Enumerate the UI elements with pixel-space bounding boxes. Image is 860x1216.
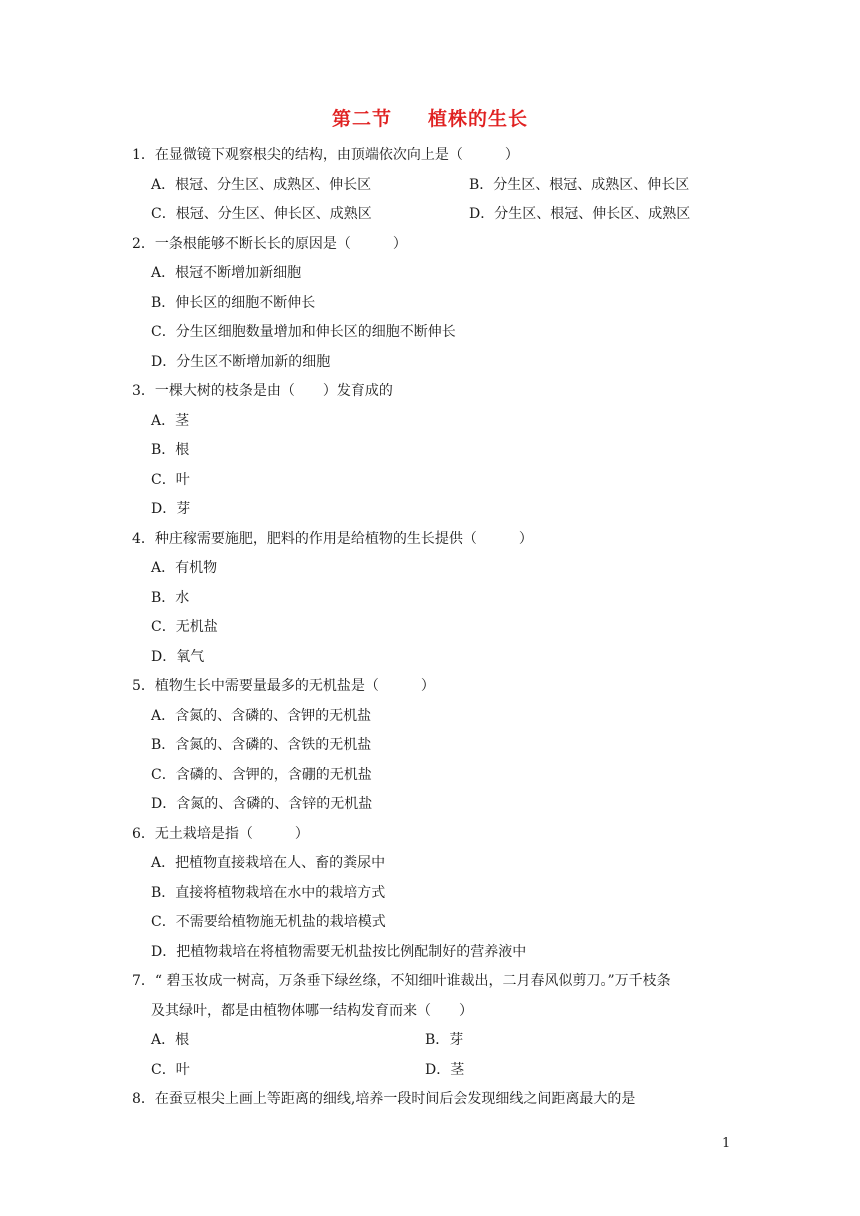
option-d: D．茎 bbox=[425, 1061, 465, 1078]
option-a: A．根冠不断增加新细胞 bbox=[151, 265, 302, 281]
option-c: C．不需要给植物施无机盐的栽培模式 bbox=[151, 914, 386, 930]
option-a: A．有机物 bbox=[151, 560, 218, 576]
question-8 bbox=[132, 1085, 732, 1115]
page-title bbox=[0, 104, 860, 131]
question-3 bbox=[132, 377, 732, 525]
option-b: B．根 bbox=[151, 442, 190, 458]
option-row bbox=[132, 171, 732, 201]
question-stem: 8．在蚕豆根尖上画上等距离的细线,培养一段时间后会发现细线之间距离最大的是 bbox=[132, 1091, 636, 1107]
option-c: C．根冠、分生区、伸长区、成熟区 bbox=[151, 206, 372, 222]
question-stem: 4．种庄稼需要施肥，肥料的作用是给植物的生长提供（ ） bbox=[132, 530, 533, 547]
option-row bbox=[132, 1026, 732, 1056]
option-c: C．无机盐 bbox=[151, 619, 218, 635]
option-row bbox=[132, 1056, 732, 1086]
question-6 bbox=[132, 820, 732, 968]
question-stem-continued: 及其绿叶，都是由植物体哪一结构发育而来（ ） bbox=[151, 1002, 473, 1019]
option-b: B．含氮的、含磷的、含铁的无机盐 bbox=[151, 737, 372, 753]
question-stem: 7．“ 碧玉妆成一树高，万条垂下绿丝绦，不知细叶谁裁出，二月春风似剪刀。”万千枝条 bbox=[132, 973, 671, 989]
question-stem: 5．植物生长中需要量最多的无机盐是（ ） bbox=[132, 678, 435, 694]
question-5 bbox=[132, 672, 732, 820]
option-b: B．水 bbox=[151, 589, 190, 606]
option-d: D．分生区不断增加新的细胞 bbox=[151, 353, 331, 370]
option-a: A．含氮的、含磷的、含钾的无机盐 bbox=[151, 707, 372, 724]
question-stem: 6．无土栽培是指（ ） bbox=[132, 825, 309, 842]
option-row bbox=[132, 200, 732, 230]
question-2 bbox=[132, 230, 732, 378]
question-stem: 1．在显微镜下观察根尖的结构，由顶端依次向上是（ ） bbox=[132, 147, 519, 163]
option-b: B．芽 bbox=[425, 1032, 464, 1048]
question-stem: 3．一棵大树的枝条是由（ ）发育成的 bbox=[132, 383, 393, 399]
page-number: 1 bbox=[722, 1136, 731, 1151]
option-c: C．分生区细胞数量增加和伸长区的细胞不断伸长 bbox=[151, 324, 456, 340]
question-1 bbox=[132, 141, 732, 230]
question-list bbox=[132, 141, 732, 1115]
option-b: B．分生区、根冠、成熟区、伸长区 bbox=[469, 176, 690, 193]
option-d: D．把植物栽培在将植物需要无机盐按比例配制好的营养液中 bbox=[151, 943, 527, 960]
option-b: B．伸长区的细胞不断伸长 bbox=[151, 294, 316, 311]
question-7 bbox=[132, 967, 732, 1085]
option-d: D．氧气 bbox=[151, 648, 205, 665]
option-a: A．把植物直接栽培在人、畜的粪尿中 bbox=[151, 855, 386, 871]
question-4 bbox=[132, 525, 732, 673]
option-d: D．含氮的、含磷的、含锌的无机盐 bbox=[151, 796, 373, 812]
section-label: 第二节 bbox=[331, 108, 392, 130]
option-d: D．分生区、根冠、伸长区、成熟区 bbox=[469, 206, 691, 222]
option-c: C．叶 bbox=[151, 471, 190, 488]
question-stem: 2．一条根能够不断长长的原因是（ ） bbox=[132, 235, 407, 252]
option-a: A．根 bbox=[151, 1032, 190, 1048]
option-c: C．含磷的、含钾的，含硼的无机盐 bbox=[151, 766, 372, 783]
option-d: D．芽 bbox=[151, 501, 191, 517]
option-b: B．直接将植物栽培在水中的栽培方式 bbox=[151, 884, 386, 901]
option-a: A．根冠、分生区、成熟区、伸长区 bbox=[151, 176, 372, 193]
option-a: A．茎 bbox=[151, 412, 190, 429]
option-c: C．叶 bbox=[151, 1061, 190, 1078]
section-heading: 植株的生长 bbox=[428, 108, 529, 130]
